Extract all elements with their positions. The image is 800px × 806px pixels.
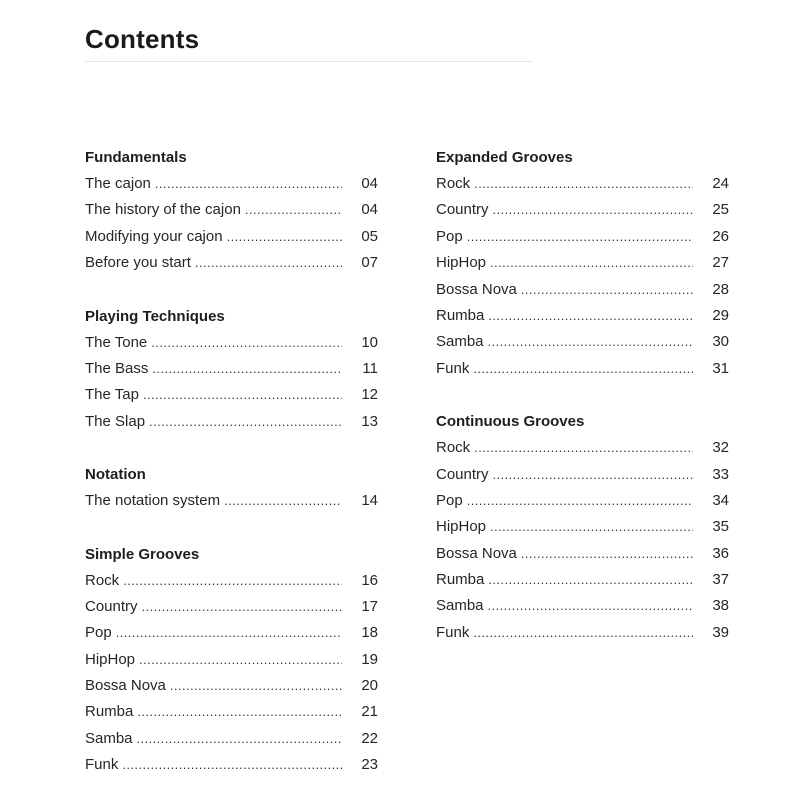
entry-page-number: 33	[712, 465, 729, 483]
toc-section	[436, 145, 729, 382]
entry-title: The Tap	[85, 386, 139, 404]
toc-entry[interactable]	[436, 488, 729, 514]
entry-page-number: 16	[361, 571, 378, 589]
entry-page-number: 26	[712, 227, 729, 245]
dot-leader	[170, 673, 342, 699]
entry-title: Rock	[436, 175, 471, 192]
dot-leader	[142, 594, 342, 620]
entry-title: Before you start	[85, 254, 191, 272]
entry-title: Country	[85, 597, 138, 615]
entry-title: Pop	[436, 491, 463, 509]
dot-leader	[123, 568, 342, 594]
dot-leader	[474, 171, 693, 197]
dot-leader	[488, 593, 693, 619]
entry-title: Bossa Nova	[436, 280, 517, 298]
dot-leader	[473, 620, 693, 646]
dot-leader	[493, 197, 693, 223]
dot-leader	[155, 171, 342, 197]
entry-page-number: 38	[712, 597, 729, 615]
toc-entry[interactable]	[85, 699, 378, 725]
entry-page-number: 10	[361, 333, 378, 351]
entry-page-number: 27	[712, 254, 729, 272]
toc-entry[interactable]	[85, 171, 378, 197]
toc-entry[interactable]	[85, 568, 378, 594]
entry-title: Country	[436, 465, 489, 483]
dot-leader	[152, 356, 342, 382]
section-heading: Expanded Grooves	[436, 149, 573, 166]
dot-leader	[122, 752, 342, 778]
dot-leader	[139, 647, 342, 673]
toc-section	[85, 542, 378, 779]
toc-entry[interactable]	[436, 197, 729, 223]
dot-leader	[488, 567, 693, 593]
entry-title: HipHop	[436, 518, 487, 536]
entry-page-number: 21	[361, 703, 378, 721]
toc-left-column	[85, 145, 378, 806]
toc-entry[interactable]	[436, 462, 729, 488]
entry-page-number: 14	[361, 492, 378, 510]
toc-entry[interactable]	[436, 593, 729, 619]
toc-section	[85, 462, 378, 514]
dot-leader	[490, 250, 693, 276]
toc-entry[interactable]	[85, 752, 378, 778]
entry-page-number: 12	[361, 386, 378, 404]
section-entries	[85, 568, 378, 779]
entry-page-number: 07	[361, 254, 378, 272]
toc-right-column	[436, 145, 729, 673]
toc-entry[interactable]	[436, 250, 729, 276]
entry-title: Bossa Nova	[436, 544, 517, 562]
entry-page-number: 19	[361, 650, 378, 668]
dot-leader	[116, 620, 342, 646]
entry-page-number: 32	[712, 439, 729, 457]
toc-entry[interactable]	[85, 647, 378, 673]
entry-page-number: 35	[712, 518, 729, 536]
dot-leader	[521, 277, 693, 303]
section-entries	[85, 171, 378, 277]
entry-page-number: 11	[362, 359, 378, 377]
section-heading: Continuous Grooves	[436, 413, 585, 431]
entry-page-number: 39	[712, 623, 729, 641]
section-entries	[85, 330, 378, 436]
toc-entry[interactable]	[85, 594, 378, 620]
entry-page-number: 13	[361, 412, 378, 430]
toc-entry[interactable]	[85, 197, 378, 223]
dot-leader	[467, 224, 693, 250]
entry-title: The Bass	[85, 359, 149, 377]
entry-title: Samba	[436, 333, 484, 351]
entry-title: HipHop	[436, 254, 487, 272]
dot-leader	[137, 726, 342, 752]
entry-page-number: 18	[361, 624, 378, 642]
toc-entry[interactable]	[436, 620, 729, 646]
entry-title: Modifying your cajon	[85, 227, 223, 245]
toc-entry[interactable]	[436, 567, 729, 593]
entry-page-number: 31	[712, 359, 729, 377]
toc-entry[interactable]	[85, 356, 378, 382]
entry-title: Samba	[85, 729, 133, 747]
toc-entry[interactable]	[436, 171, 729, 197]
toc-entry[interactable]	[436, 356, 729, 382]
entry-title: The history of the cajon	[85, 201, 241, 219]
toc-entry[interactable]	[85, 726, 378, 752]
section-entries	[436, 435, 729, 646]
dot-leader	[137, 699, 342, 725]
dot-leader	[227, 224, 342, 250]
toc-section	[85, 145, 378, 277]
toc-entry[interactable]	[85, 250, 378, 276]
entry-title: Funk	[436, 359, 470, 377]
section-entries	[85, 488, 378, 514]
toc-entry[interactable]	[436, 435, 729, 461]
entry-page-number: 17	[361, 597, 378, 615]
entry-page-number: 24	[712, 175, 729, 192]
entry-page-number: 29	[712, 306, 729, 324]
entry-title: Country	[436, 201, 489, 219]
dot-leader	[474, 435, 693, 461]
dot-leader	[245, 197, 342, 223]
entry-page-number: 25	[712, 201, 729, 219]
section-heading: Simple Grooves	[85, 545, 200, 563]
toc-entry[interactable]	[85, 409, 378, 435]
dot-leader	[521, 541, 693, 567]
toc-entry[interactable]	[436, 541, 729, 567]
entry-page-number: 22	[361, 729, 378, 747]
section-heading: Fundamentals	[85, 149, 187, 166]
dot-leader	[149, 409, 342, 435]
entry-title: Rock	[436, 439, 471, 457]
entry-page-number: 30	[712, 333, 729, 351]
entry-page-number: 23	[361, 756, 378, 774]
entry-page-number: 20	[361, 677, 378, 695]
dot-leader	[488, 329, 693, 355]
entry-title: Rumba	[436, 306, 485, 324]
entry-title: Funk	[85, 756, 119, 774]
dot-leader	[224, 488, 342, 514]
toc-entry[interactable]	[436, 303, 729, 329]
entry-title: The notation system	[85, 492, 221, 510]
toc-entry[interactable]	[85, 673, 378, 699]
toc-section	[85, 304, 378, 436]
section-heading: Notation	[85, 466, 146, 484]
toc-entry[interactable]	[436, 224, 729, 250]
entry-page-number: 28	[712, 280, 729, 298]
dot-leader	[490, 514, 693, 540]
dot-leader	[473, 356, 693, 382]
toc-entry[interactable]	[436, 277, 729, 303]
entry-page-number: 37	[712, 571, 729, 589]
toc-entry[interactable]	[436, 514, 729, 540]
toc-entry[interactable]	[436, 329, 729, 355]
entry-page-number: 36	[712, 544, 729, 562]
entry-title: Rumba	[85, 703, 134, 721]
entry-title: Bossa Nova	[85, 677, 166, 695]
dot-leader	[151, 330, 342, 356]
toc-entry[interactable]	[85, 224, 378, 250]
toc-entry[interactable]	[85, 382, 378, 408]
section-entries	[436, 171, 729, 382]
entry-title: Rock	[85, 571, 120, 589]
toc-section	[436, 409, 729, 646]
entry-title: The Slap	[85, 412, 146, 430]
entry-title: Samba	[436, 597, 484, 615]
entry-title: Pop	[85, 624, 112, 642]
dot-leader	[488, 303, 693, 329]
entry-page-number: 34	[712, 491, 729, 509]
entry-title: HipHop	[85, 650, 136, 668]
toc-entry[interactable]	[85, 330, 378, 356]
entry-page-number: 04	[361, 201, 378, 219]
toc-entry[interactable]	[85, 488, 378, 514]
title-divider	[85, 61, 533, 62]
dot-leader	[467, 488, 693, 514]
entry-title: Pop	[436, 227, 463, 245]
section-heading: Playing Techniques	[85, 307, 225, 325]
dot-leader	[143, 382, 342, 408]
entry-page-number: 04	[361, 175, 378, 192]
entry-page-number: 05	[361, 227, 378, 245]
dot-leader	[493, 462, 693, 488]
entry-title: The Tone	[85, 333, 148, 351]
entry-title: The cajon	[85, 175, 151, 192]
entry-title: Rumba	[436, 571, 485, 589]
entry-title: Funk	[436, 623, 470, 641]
toc-entry[interactable]	[85, 620, 378, 646]
dot-leader	[195, 250, 342, 276]
page-title: Contents	[85, 24, 200, 54]
